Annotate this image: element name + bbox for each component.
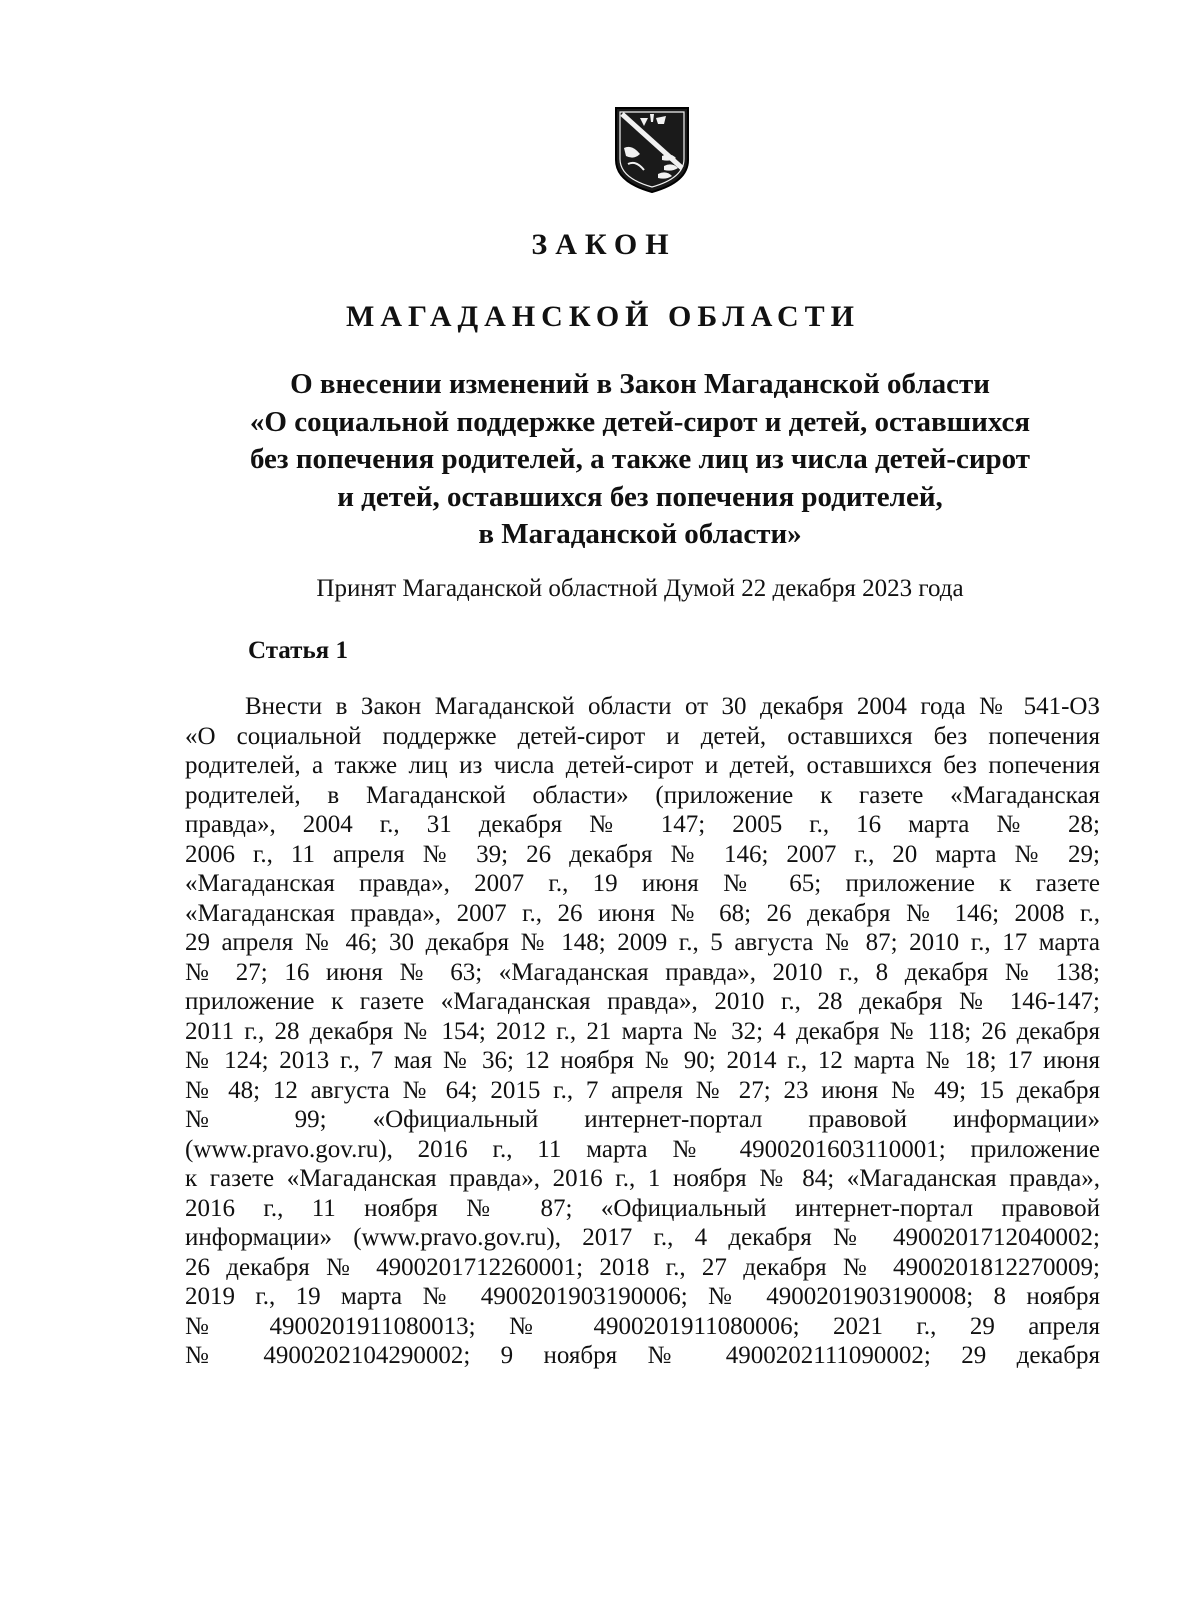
law-title-line: в Магаданской области» <box>478 518 802 550</box>
article-line: 2011 г., 28 декабря № 154; 2012 г., 21 марта № 32; 4 декабря № 118; 26 декабря <box>185 1017 1100 1045</box>
article-line: «О социальной поддержке детей-сирот и детей, оставшихся без попечения <box>185 722 1100 750</box>
article-line: № 27; 16 июня № 63; «Магаданская правда», 2010 г., 8 декабря № 138; <box>185 958 1100 986</box>
article-line: № 4900202104290002; 9 ноября № 4900202111090002; 29 декабря <box>185 1342 1100 1369</box>
law-title <box>200 366 1080 554</box>
article-body <box>185 692 1100 1371</box>
law-title-line: О внесении изменений в Закон Магаданской области <box>290 368 990 400</box>
law-title-line: «О социальной поддержке детей-сирот и детей, оставшихся <box>249 405 1031 438</box>
article-line: Внести в Закон Магаданской области от 30 декабря 2004 года № 541-ОЗ <box>245 693 1100 720</box>
article-line: 2006 г., 11 апреля № 39; 26 декабря № 146; 2007 г., 20 марта № 29; <box>185 840 1100 868</box>
article-heading: Статья 1 <box>248 637 348 664</box>
adoption-note: Принят Магаданской областной Думой 22 декабря 2023 года <box>316 575 964 602</box>
article-line: «Магаданская правда», 2007 г., 26 июня № 68; 26 декабря № 146; 2008 г., <box>185 899 1100 927</box>
article-line: 2019 г., 19 марта № 4900201903190006; № 4900201903190008; 8 ноября <box>185 1283 1100 1310</box>
law-title-line: и детей, оставшихся без попечения родителей, <box>337 480 943 513</box>
article-line: родителей, в Магаданской области» (приложение к газете «Магаданская <box>185 781 1100 809</box>
magadan-coat-of-arms-icon <box>612 104 692 194</box>
article-line: № 124; 2013 г., 7 мая № 36; 12 ноября № 90; 2014 г., 12 марта № 18; 17 июня <box>185 1047 1100 1074</box>
article-line: информации» (www.pravo.gov.ru), 2017 г., 4 декабря № 4900201712040002; <box>185 1224 1100 1251</box>
article-line: № 4900201911080013; № 4900201911080006; 2021 г., 29 апреля <box>185 1312 1100 1340</box>
article-line: 29 апреля № 46; 30 декабря № 148; 2009 г., 5 августа № 87; 2010 г., 17 марта <box>185 929 1100 956</box>
article-line: 2016 г., 11 ноября № 87; «Официальный интернет-портал правовой <box>185 1194 1100 1222</box>
article-line: № 99; «Официальный интернет-портал правовой информации» <box>185 1106 1100 1133</box>
article-line: правда», 2004 г., 31 декабря № 147; 2005 г., 16 марта № 28; <box>185 811 1100 838</box>
article-line: 26 декабря № 4900201712260001; 2018 г., 27 декабря № 4900201812270009; <box>185 1253 1100 1281</box>
article-line: родителей, а также лиц из числа детей-сирот и детей, оставшихся без попечения <box>185 752 1100 779</box>
document-type-heading: ЗАКОН <box>531 228 677 261</box>
law-title-line: без попечения родителей, а также лиц из числа детей-сирот <box>249 443 1031 475</box>
article-line: (www.pravo.gov.ru), 2016 г., 11 марта № 4900201603110001; приложение <box>185 1135 1100 1163</box>
article-line: к газете «Магаданская правда», 2016 г., 1 ноября № 84; «Магаданская правда», <box>185 1165 1100 1192</box>
article-line: № 48; 12 августа № 64; 2015 г., 7 апреля № 27; 23 июня № 49; 15 декабря <box>185 1076 1100 1104</box>
region-heading: МАГАДАНСКОЙ ОБЛАСТИ <box>346 300 860 333</box>
article-line: «Магаданская правда», 2007 г., 19 июня № 65; приложение к газете <box>185 870 1100 897</box>
article-line: приложение к газете «Магаданская правда», 2010 г., 28 декабря № 146-147; <box>185 988 1100 1015</box>
